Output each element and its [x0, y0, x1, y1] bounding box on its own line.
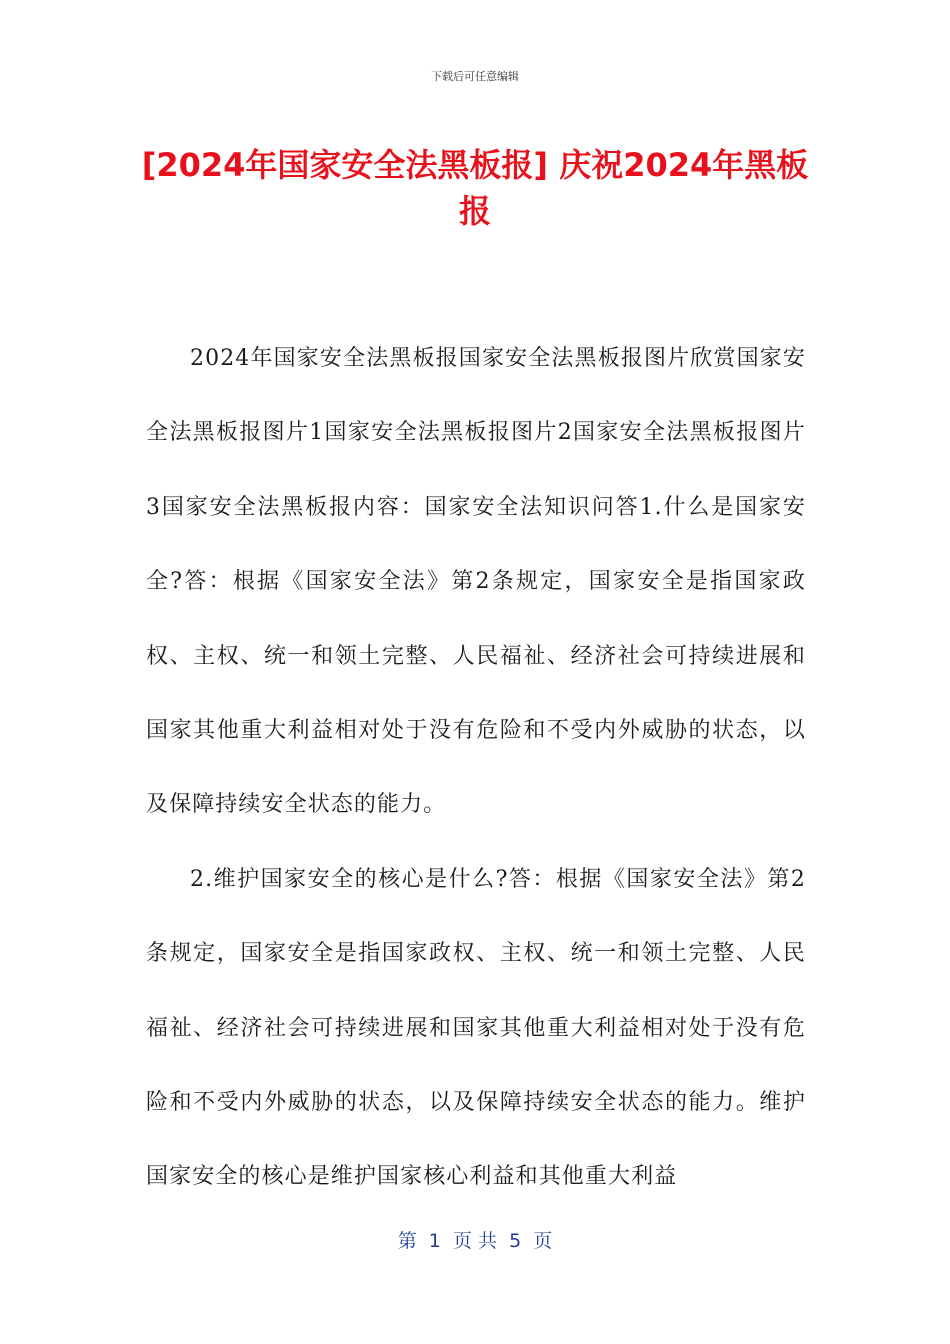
- document-title: [2024年国家安全法黑板报] 庆祝2024年黑板报: [141, 146, 809, 230]
- header-note: 下载后可任意编辑: [431, 70, 519, 83]
- page-number-footer: 第 1 页 共 5 页: [397, 1230, 553, 1252]
- body-paragraph: 2024年国家安全法黑板报国家安全法黑板报图片欣赏国家安全法黑板报图片1国家安全法黑板报图片2国家安全法黑板报图片3国家安全法黑板报内容：国家安全法知识问答1.什么是国家安全?答：根据《国家安全法》第2条规定，国家安全是指国家政权、主权、统一和领土完整、人民福祉、经济社会可持续进展和国家其他重大利益相对处于没有危险和不受内外威胁的状态，以及保障持续安全状态的能力。: [146, 346, 806, 818]
- body-paragraph: 2.维护国家安全的核心是什么?答：根据《国家安全法》第2条规定，国家安全是指国家政权、主权、统一和领土完整、人民福祉、经济社会可持续进展和国家其他重大利益相对处于没有危险和不受内外威胁的状态，以及保障持续安全状态的能力。维护国家安全的核心是维护国家核心利益和其他重大利益: [146, 866, 806, 1190]
- document-body: [146, 322, 806, 1215]
